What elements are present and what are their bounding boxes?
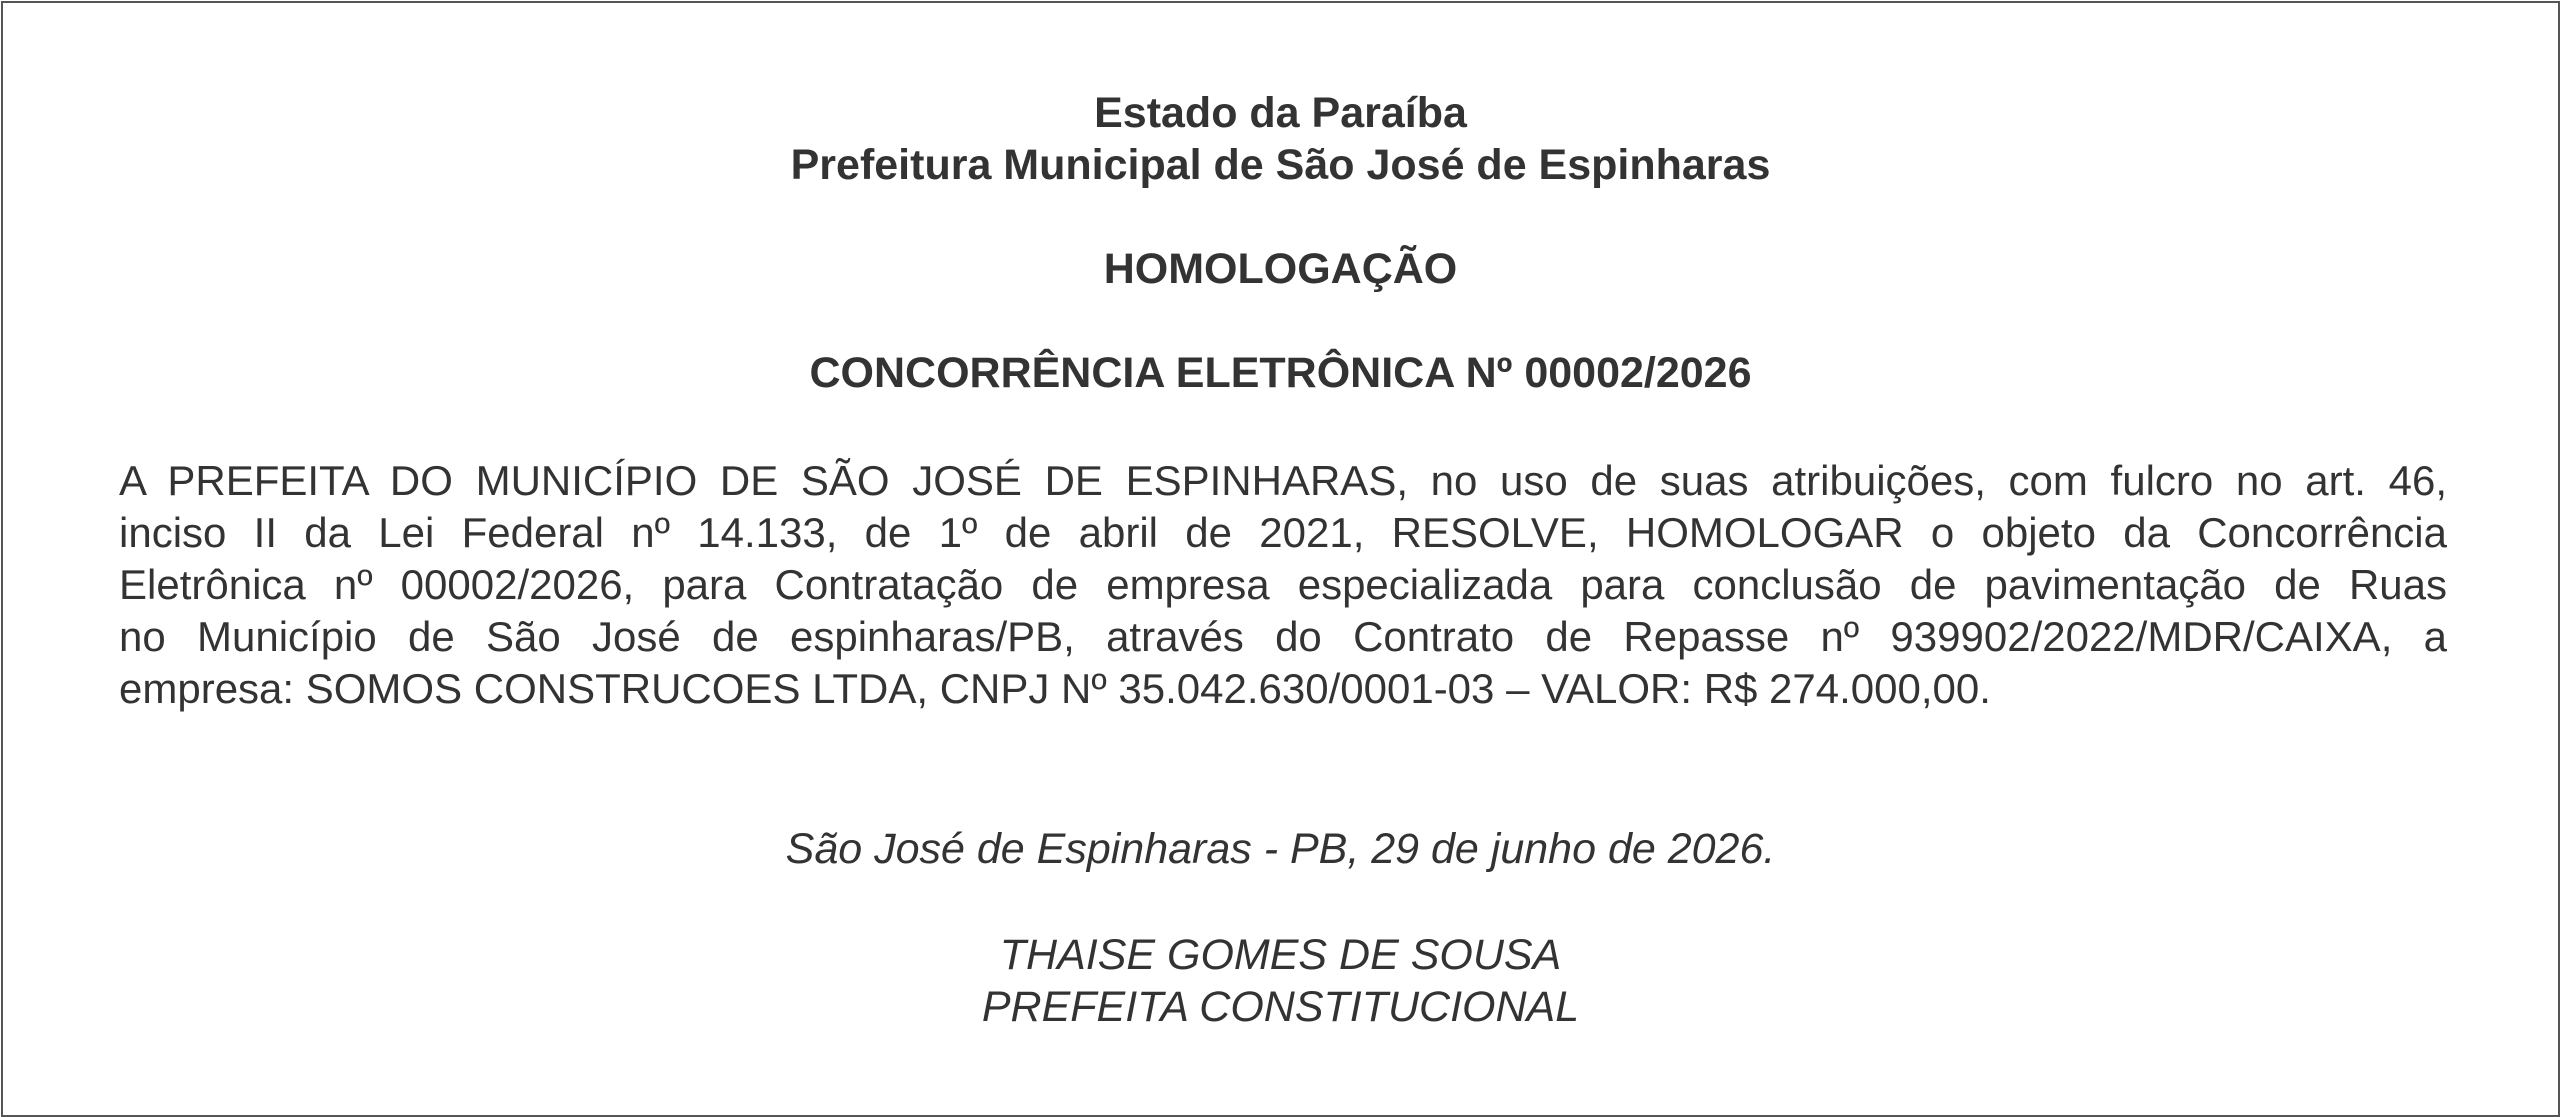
body-line: Eletrônica nº 00002/2026, para Contratação de empresa especializada para conclusão de pavimentação de Ruas — [119, 561, 2447, 608]
body-line: no Município de São José de espinharas/PB, através do Contrato de Repasse nº 939902/2022/MDR/CAIXA, a — [119, 613, 2447, 660]
body-line: empresa: SOMOS CONSTRUCOES LTDA, CNPJ Nº 35.042.630/0001-03 – VALOR: R$ 274.000,00. — [119, 665, 1991, 712]
signatory-name: THAISE GOMES DE SOUSA — [999, 931, 1562, 979]
notice-frame — [1, 1, 2560, 1117]
body-line: inciso II da Lei Federal nº 14.133, de 1º de abril de 2021, RESOLVE, HOMOLOGAR o objeto da Concorrência — [119, 509, 2447, 556]
place-date: São José de Espinharas - PB, 29 de junho de 2026. — [785, 825, 1776, 873]
signatory-title: PREFEITA CONSTITUCIONAL — [981, 983, 1580, 1031]
document-subtitle: CONCORRÊNCIA ELETRÔNICA Nº 00002/2026 — [809, 349, 1752, 397]
body-paragraph — [119, 455, 2447, 715]
municipality-heading: Prefeitura Municipal de São José de Espinharas — [790, 141, 1771, 189]
body-line: A PREFEITA DO MUNICÍPIO DE SÃO JOSÉ DE ESPINHARAS, no uso de suas atribuições, com fulcro no art. 46, — [119, 457, 2447, 504]
document-title: HOMOLOGAÇÃO — [1103, 245, 1458, 293]
state-heading: Estado da Paraíba — [1094, 89, 1467, 137]
